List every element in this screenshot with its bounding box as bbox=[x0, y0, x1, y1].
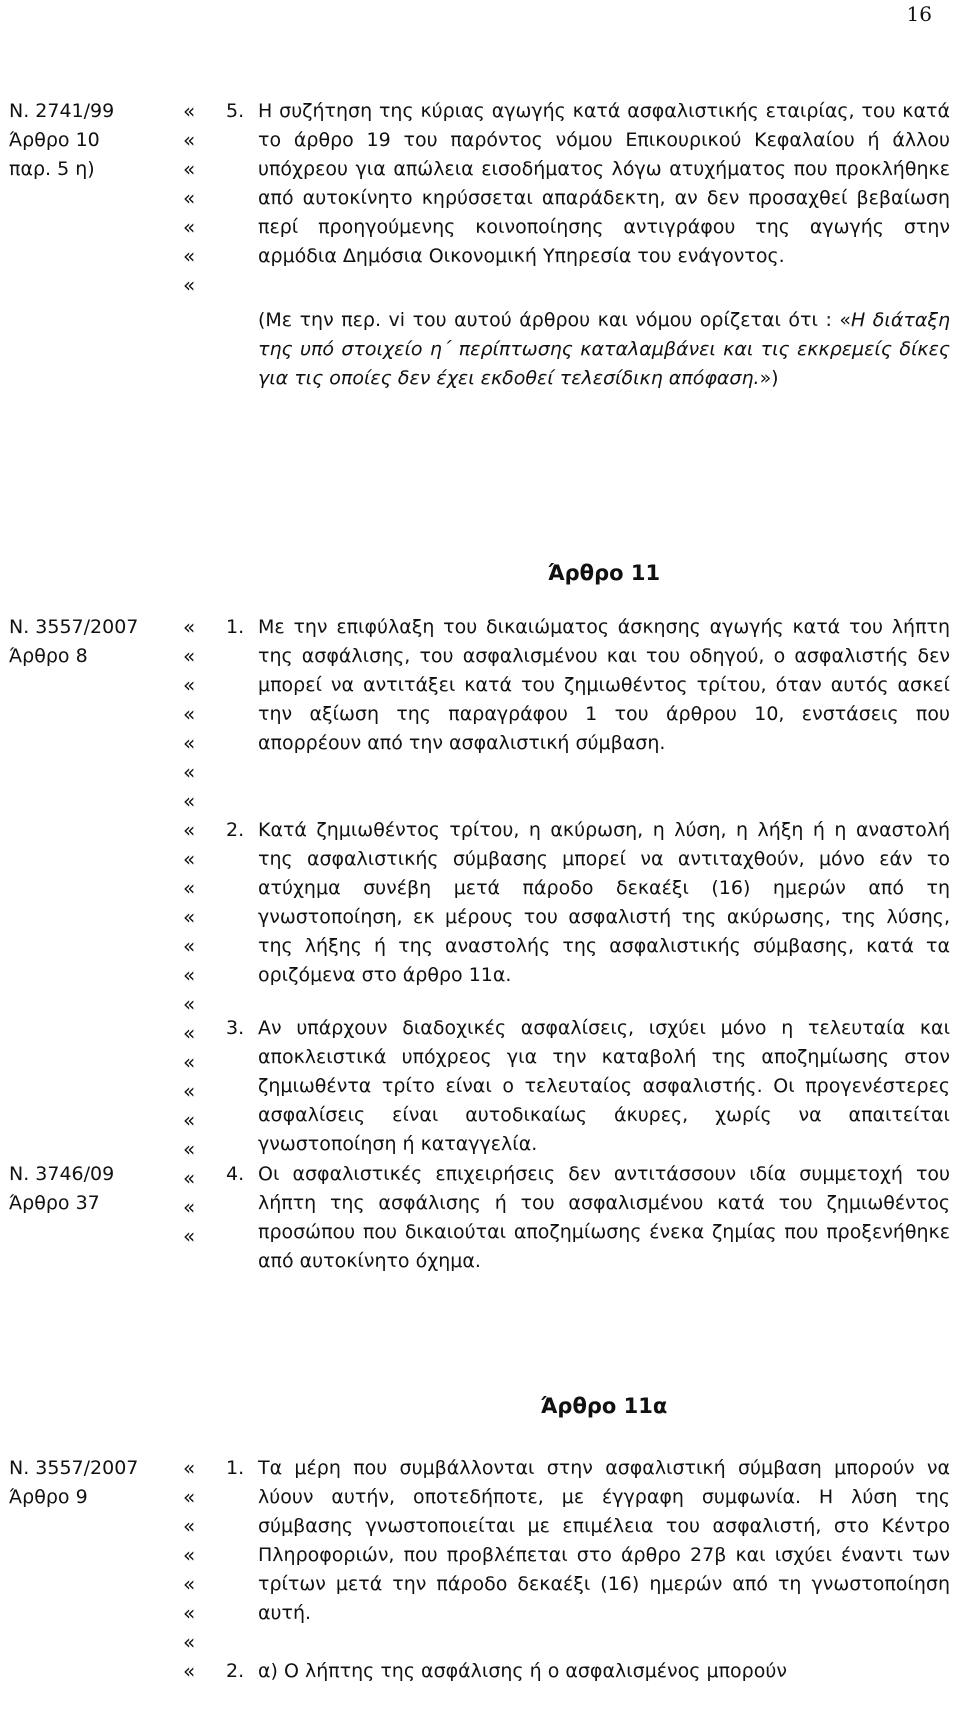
guillemet-column bbox=[183, 1454, 195, 1686]
paragraph bbox=[258, 816, 950, 990]
paragraph-text: Τα μέρη που συμβάλλονται στην ασφαλιστική σύμβαση μπορούν να λύουν αυτήν, οποτεδήποτε, με έγγραφη συμφωνία. Η λύση της σύμβασης γνωστοποιείται με επιμέλεια του ασφαλιστή, στο Κέντρο Πληροφοριών, που προβλέπεται στο άρθρο 27β και ισχύει έναντι των τρίτων μετά την πάροδο δεκαέξι (16) ημερών από τη γνωστοποίηση αυτή. bbox=[258, 1457, 950, 1624]
guillemet-mark: « bbox=[183, 1659, 196, 1683]
guillemet-mark: « bbox=[183, 1050, 196, 1074]
law-reference-line: Άρθρο 8 bbox=[9, 645, 88, 667]
paragraph-text: Οι ασφαλιστικές επιχειρήσεις δεν αντιτάσσουν ιδία συμμετοχή του λήπτη της ασφάλισης ή του ασφαλισμένου κατά του ζημιωθέντος προσώπου που δικαιούται αποζημίωσης ένεκα ζημίας που προξενήθηκε από αυτοκίνητο όχημα. bbox=[258, 1163, 950, 1272]
law-reference-line: Ν. 2741/99 bbox=[9, 100, 115, 122]
paragraph-number: 5. bbox=[226, 100, 245, 122]
guillemet-mark: « bbox=[183, 273, 196, 297]
law-reference-line: Ν. 3746/09 bbox=[9, 1163, 115, 1185]
guillemet-mark: « bbox=[183, 1514, 196, 1538]
guillemet-mark: « bbox=[183, 1195, 196, 1219]
guillemet-mark: « bbox=[183, 1543, 196, 1567]
note-prefix: (Με την περ. vi του αυτού άρθρου και νόμου ορίζεται ότι : « bbox=[258, 309, 851, 331]
guillemet-mark: « bbox=[183, 789, 196, 813]
paragraph-number: 1. bbox=[226, 1457, 245, 1479]
paragraph bbox=[258, 1160, 950, 1276]
paragraph-text: Η συζήτηση της κύριας αγωγής κατά ασφαλιστικής εταιρίας, του κατά το άρθρο 19 του παρόντος νόμου Επικουρικού Κεφαλαίου ή άλλου υπόχρεου για απώλεια εισοδήματος λόγω ατυχήματος που προκλήθηκε από αυτοκίνητο κηρύσσεται απαράδεκτη, αν δεν προσαχθεί βεβαίωση περί προηγούμενης κοινοποίησης αντιγράφου της αγωγής στην αρμόδια Δημόσια Οικονομική Υπηρεσία του ενάγοντος. bbox=[258, 100, 950, 267]
paragraph-text: Αν υπάρχουν διαδοχικές ασφαλίσεις, ισχύει μόνο η τελευταία και αποκλειστικά υπόχρεος για την καταβολή της αποζημίωσης στον ζημιωθέντα τρίτο είναι ο τελευταίος ασφαλιστής. Οι προγενέστερες ασφαλίσεις είναι αυτοδικαίως άκυρες, χωρίς να απαιτείται γνωστοποίηση ή καταγγελία. bbox=[258, 1017, 950, 1155]
paragraph bbox=[258, 1657, 950, 1686]
guillemet-column bbox=[183, 613, 195, 1251]
guillemet-mark: « bbox=[183, 157, 196, 181]
guillemet-mark: « bbox=[183, 702, 196, 726]
law-reference-line: Άρθρο 37 bbox=[9, 1192, 100, 1214]
guillemet-mark: « bbox=[183, 847, 196, 871]
guillemet-mark: « bbox=[183, 818, 196, 842]
guillemet-mark: « bbox=[183, 673, 196, 697]
guillemet-mark: « bbox=[183, 1137, 196, 1161]
guillemet-mark: « bbox=[183, 128, 196, 152]
paragraph bbox=[258, 613, 950, 758]
law-reference bbox=[9, 1160, 114, 1218]
guillemet-mark: « bbox=[183, 1630, 196, 1654]
guillemet-mark: « bbox=[183, 905, 196, 929]
law-reference-line: Άρθρο 9 bbox=[9, 1486, 88, 1508]
paragraph-number: 3. bbox=[226, 1017, 245, 1039]
note-italic-text: Η διάταξη της υπό στοιχείο η΄ περίπτωσης καταλαμβάνει και τις εκκρεμείς δίκες για τις οποίες δεν έχει εκδοθεί τελεσίδικη απόφαση. bbox=[258, 309, 950, 389]
law-reference bbox=[9, 97, 114, 184]
paragraph-number: 2. bbox=[226, 819, 245, 841]
guillemet-mark: « bbox=[183, 963, 196, 987]
article-heading: Άρθρο 11α bbox=[540, 1394, 668, 1418]
guillemet-mark: « bbox=[183, 215, 196, 239]
paragraph-text: Κατά ζημιωθέντος τρίτου, η ακύρωση, η λύση, η λήξη ή η αναστολή της ασφαλιστικής σύμβασης μπορεί να αντιταχθούν, μόνο εάν το ατύχημα συνέβη μετά πάροδο δεκαέξι (16) ημερών από τη γνωστοποίηση, εκ μέρους του ασφαλιστή της ακύρωσης, της λύσης, της λήξης ή της αναστολής της ασφαλιστικής σύμβασης, κατά τα οριζόμενα στο άρθρο 11α. bbox=[258, 819, 950, 986]
guillemet-mark: « bbox=[183, 760, 196, 784]
law-reference bbox=[9, 613, 138, 671]
guillemet-mark: « bbox=[183, 992, 196, 1016]
guillemet-mark: « bbox=[183, 1456, 196, 1480]
guillemet-mark: « bbox=[183, 186, 196, 210]
paragraph-number: 4. bbox=[226, 1163, 245, 1185]
paragraph-number: 1. bbox=[226, 616, 245, 638]
guillemet-mark: « bbox=[183, 1485, 196, 1509]
paragraph-text: Με την επιφύλαξη του δικαιώματος άσκησης αγωγής κατά του λήπτη της ασφάλισης, του ασφαλισμένου και του οδηγού, ο ασφαλιστής δεν μπορεί να αντιτάξει κατά του ζημιωθέντος τρίτου, όταν αυτός ασκεί την αξίωση της παραγράφου 1 του άρθρου 10, ενστάσεις που απορρέουν από την ασφαλιστική σύμβαση. bbox=[258, 616, 950, 754]
guillemet-mark: « bbox=[183, 1601, 196, 1625]
guillemet-mark: « bbox=[183, 244, 196, 268]
guillemet-mark: « bbox=[183, 1021, 196, 1045]
law-reference bbox=[9, 1454, 138, 1512]
guillemet-mark: « bbox=[183, 731, 196, 755]
guillemet-mark: « bbox=[183, 615, 196, 639]
paragraph bbox=[258, 97, 950, 271]
law-reference-line: Ν. 3557/2007 bbox=[9, 1457, 139, 1479]
guillemet-mark: « bbox=[183, 1108, 196, 1132]
guillemet-mark: « bbox=[183, 644, 196, 668]
article-heading: Άρθρο 11 bbox=[547, 561, 661, 585]
page-number: 16 bbox=[906, 2, 932, 26]
guillemet-mark: « bbox=[183, 1079, 196, 1103]
note-suffix: ») bbox=[759, 367, 779, 389]
paragraph bbox=[258, 1454, 950, 1628]
law-reference-line: Άρθρο 10 bbox=[9, 129, 100, 151]
law-reference-line: παρ. 5 η) bbox=[9, 158, 95, 180]
paragraph-number: 2. bbox=[226, 1660, 245, 1682]
guillemet-mark: « bbox=[183, 1166, 196, 1190]
editor-note bbox=[258, 306, 950, 393]
paragraph bbox=[258, 1014, 950, 1159]
guillemet-mark: « bbox=[183, 1572, 196, 1596]
guillemet-mark: « bbox=[183, 1224, 196, 1248]
guillemet-mark: « bbox=[183, 876, 196, 900]
guillemet-column bbox=[183, 97, 195, 300]
guillemet-mark: « bbox=[183, 934, 196, 958]
guillemet-mark: « bbox=[183, 99, 196, 123]
law-reference-line: Ν. 3557/2007 bbox=[9, 616, 139, 638]
paragraph-text: α) Ο λήπτης της ασφάλισης ή ο ασφαλισμένος μπορούν bbox=[258, 1660, 787, 1682]
